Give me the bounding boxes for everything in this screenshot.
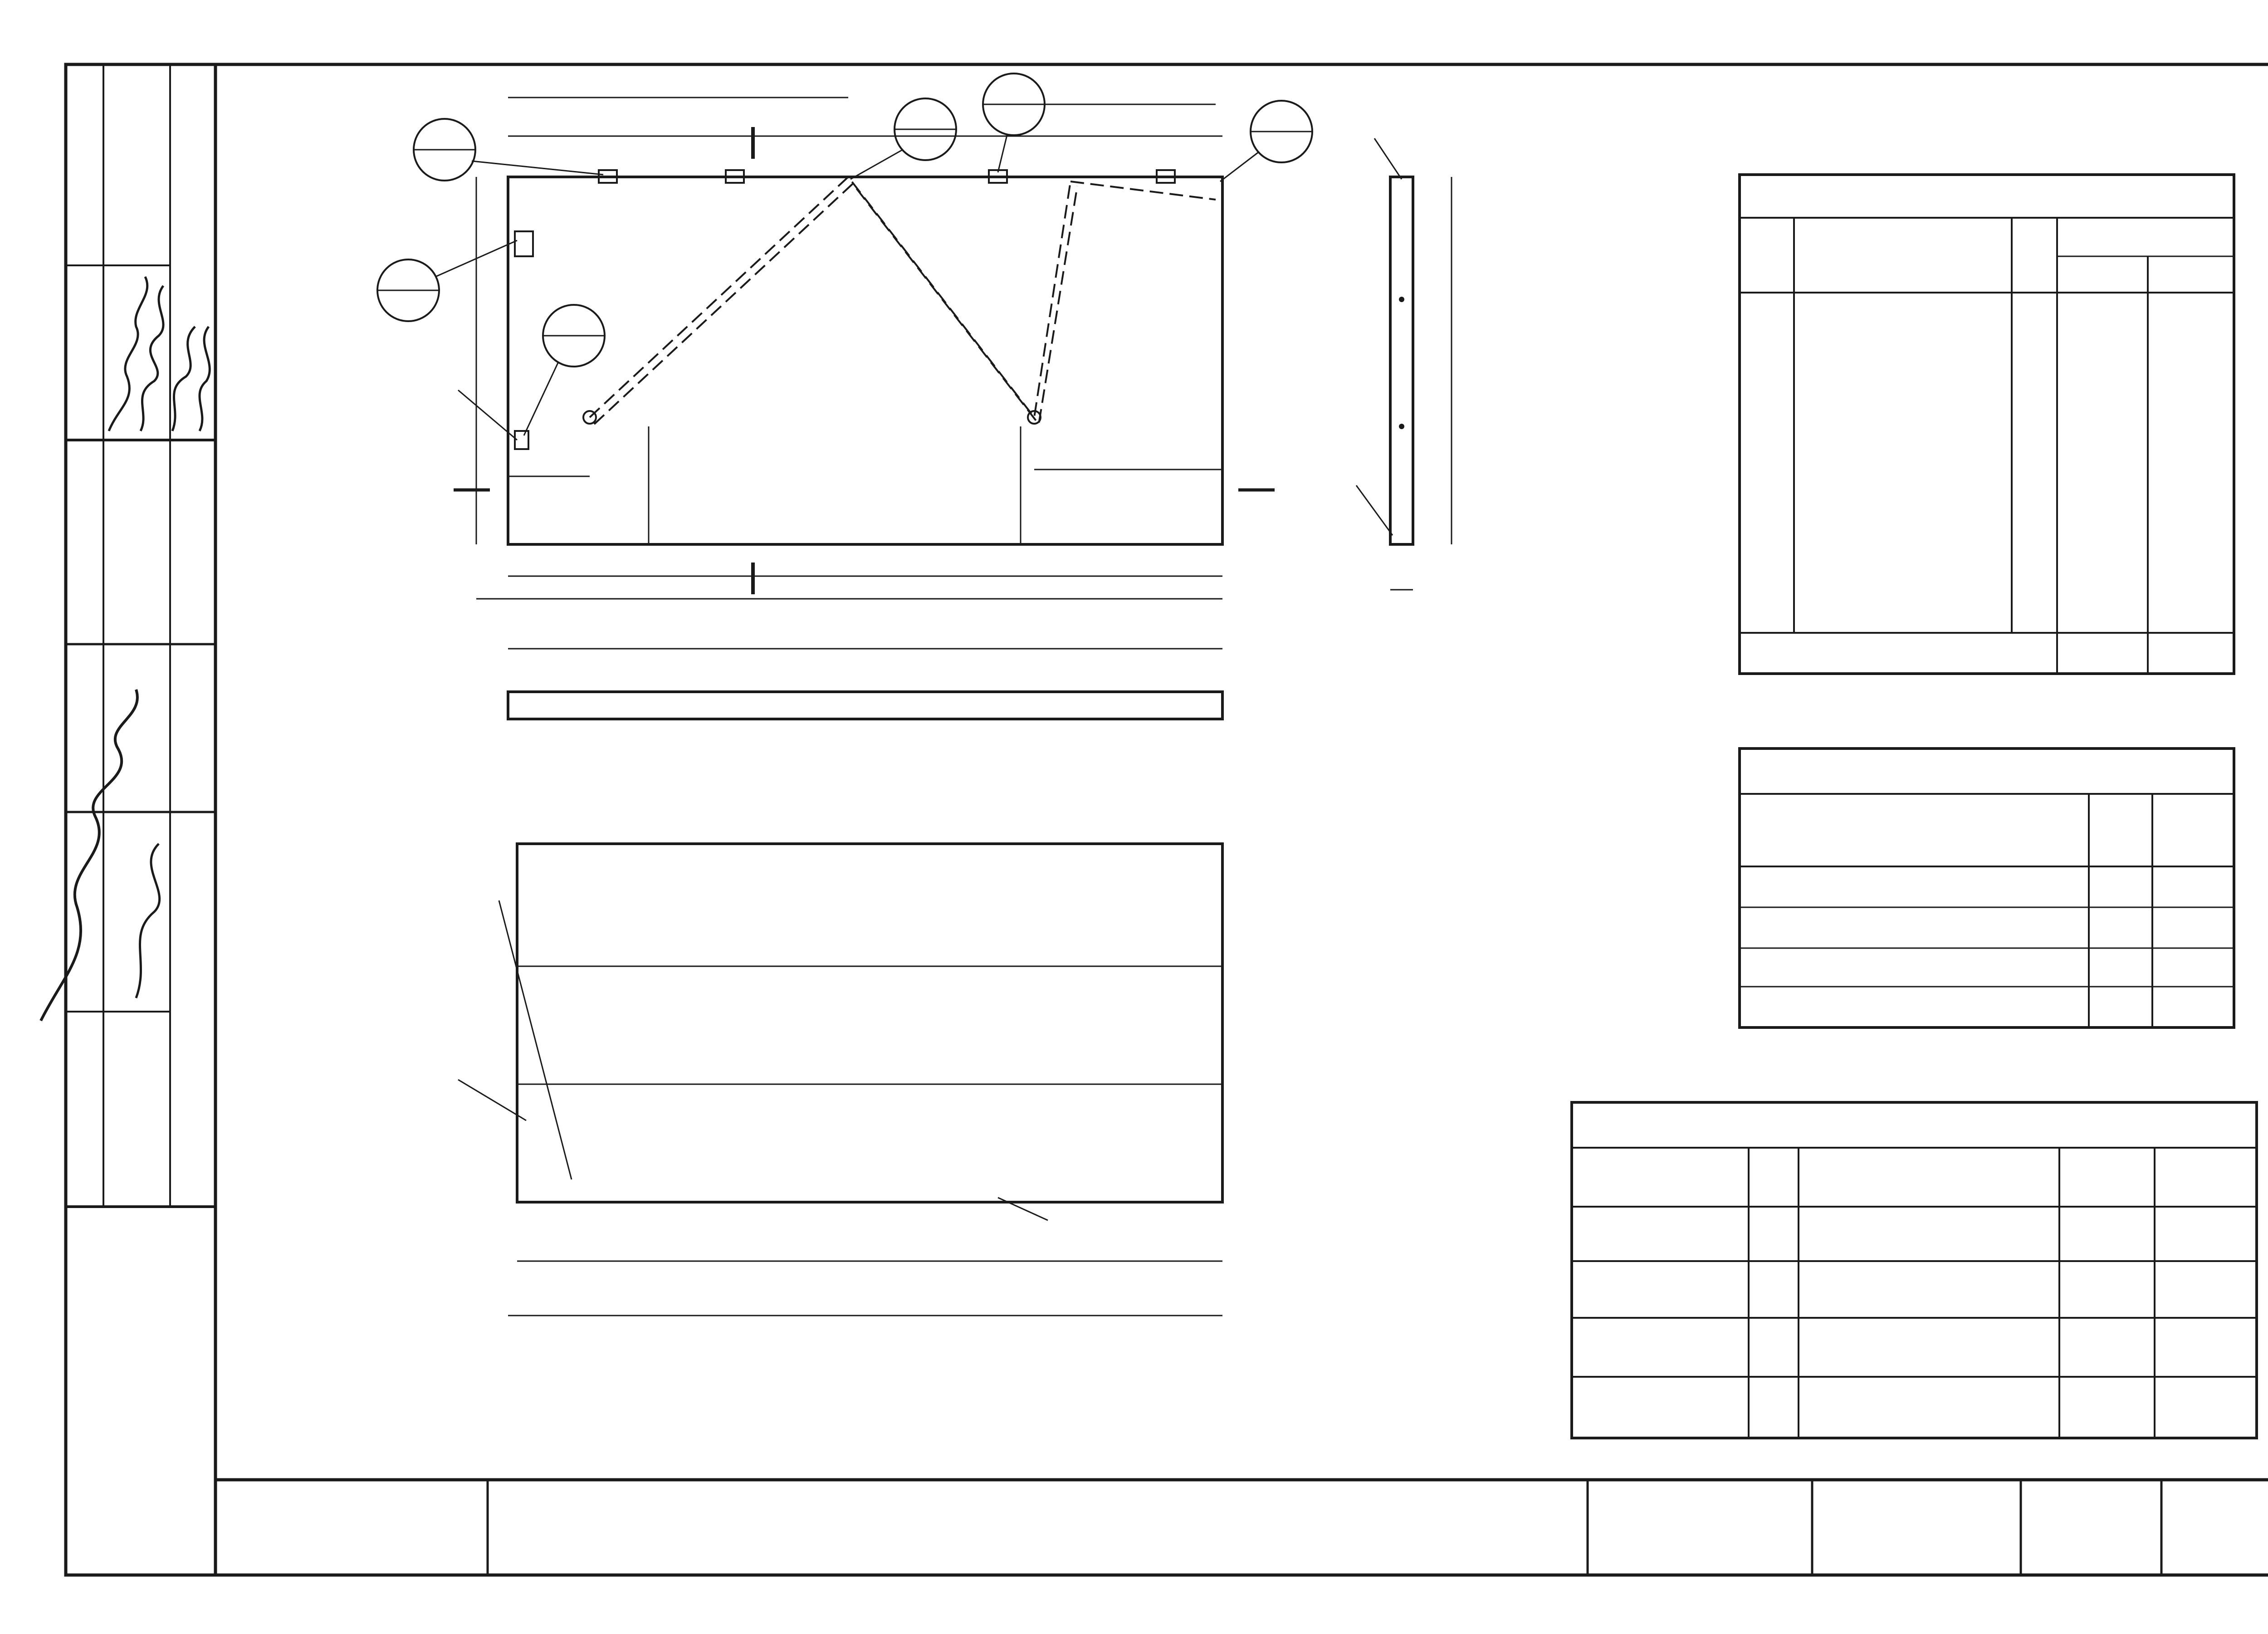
vyborka-table <box>1572 1102 2257 1438</box>
signature-3 <box>172 327 195 431</box>
spec-table <box>1740 175 2234 674</box>
signature-6 <box>136 844 160 998</box>
top-right-rod <box>1070 181 1216 200</box>
section-1-1 <box>1356 138 1452 590</box>
title-block <box>215 1480 2268 1575</box>
callout-9-23 <box>377 240 517 321</box>
callout-10-23 <box>414 119 603 181</box>
callout-8-23 <box>850 98 956 179</box>
section-2-2 <box>508 649 1222 719</box>
embed-5 <box>515 231 533 256</box>
diagonal-rods-2 <box>594 184 1077 424</box>
signature-5 <box>41 690 137 1021</box>
panel-outline <box>508 177 1222 544</box>
signature-4 <box>200 327 210 431</box>
signature-2 <box>141 286 163 431</box>
diagonal-rods <box>590 177 1070 417</box>
callout-31-26 <box>983 73 1045 172</box>
panel-elevation <box>377 73 1312 599</box>
charact-table <box>1740 749 2234 1027</box>
callout-14-24 <box>1220 101 1312 181</box>
section-3-3 <box>458 844 1222 1316</box>
